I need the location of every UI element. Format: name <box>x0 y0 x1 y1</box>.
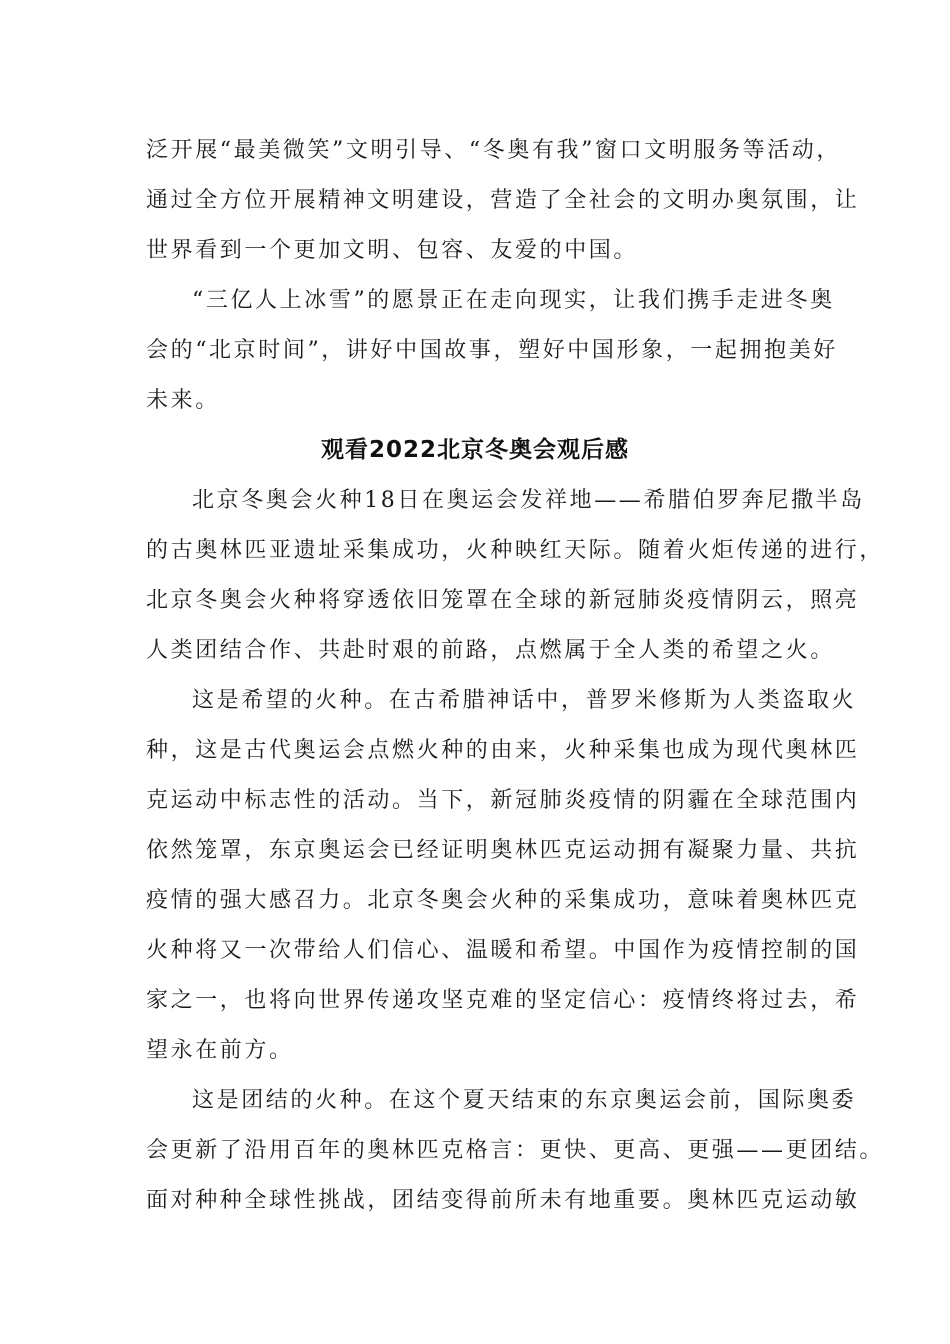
paragraph-line: 家之一，也将向世界传递攻坚克难的坚定信心：疫情终将过去，希 <box>146 988 860 1013</box>
paragraph-line: 克运动中标志性的活动。当下，新冠肺炎疫情的阴霾在全球范围内 <box>146 788 860 813</box>
paragraph-line: 火种将又一次带给人们信心、温暖和希望。中国作为疫情控制的国 <box>146 938 860 963</box>
paragraph-line: 通过全方位开展精神文明建设，营造了全社会的文明办奥氛围，让 <box>146 188 860 213</box>
paragraph-line: 未来。 <box>146 388 220 413</box>
paragraph-line: 世界看到一个更加文明、包容、友爱的中国。 <box>146 238 639 263</box>
paragraph-line: 的古奥林匹亚遗址采集成功，火种映红天际。随着火炬传递的进行， <box>146 538 885 563</box>
paragraph-line: 依然笼罩，东京奥运会已经证明奥林匹克运动拥有凝聚力量、共抗 <box>146 838 860 863</box>
paragraph-line: 人类团结合作、共赴时艰的前路，点燃属于全人类的希望之火。 <box>146 638 835 663</box>
paragraph-line: 种，这是古代奥运会点燃火种的由来，火种采集也成为现代奥林匹 <box>146 738 860 763</box>
paragraph-line: “三亿人上冰雪”的愿景正在走向现实，让我们携手走进冬奥 <box>192 288 835 313</box>
paragraph-line: 北京冬奥会火种将穿透依旧笼罩在全球的新冠肺炎疫情阴云，照亮 <box>146 588 860 613</box>
paragraph-line: 这是希望的火种。在古希腊神话中，普罗米修斯为人类盗取火 <box>192 688 857 713</box>
paragraph-line: 北京冬奥会火种18日在奥运会发祥地——希腊伯罗奔尼撒半岛 <box>192 488 865 513</box>
paragraph-line: 面对种种全球性挑战，团结变得前所未有地重要。奥林匹克运动敏 <box>146 1188 860 1213</box>
section-title: 观看2022北京冬奥会观后感 <box>320 437 629 463</box>
paragraph-line: 这是团结的火种。在这个夏天结束的东京奥运会前，国际奥委 <box>192 1088 857 1113</box>
paragraph-line: 会的“北京时间”，讲好中国故事，塑好中国形象，一起拥抱美好 <box>146 338 838 363</box>
paragraph-line: 望永在前方。 <box>146 1038 294 1063</box>
paragraph-line: 会更新了沿用百年的奥林匹克格言：更快、更高、更强——更团结。 <box>146 1138 885 1163</box>
paragraph-line: 疫情的强大感召力。北京冬奥会火种的采集成功，意味着奥林匹克 <box>146 888 860 913</box>
paragraph-line: 泛开展“最美微笑”文明引导、“冬奥有我”窗口文明服务等活动， <box>146 138 841 163</box>
